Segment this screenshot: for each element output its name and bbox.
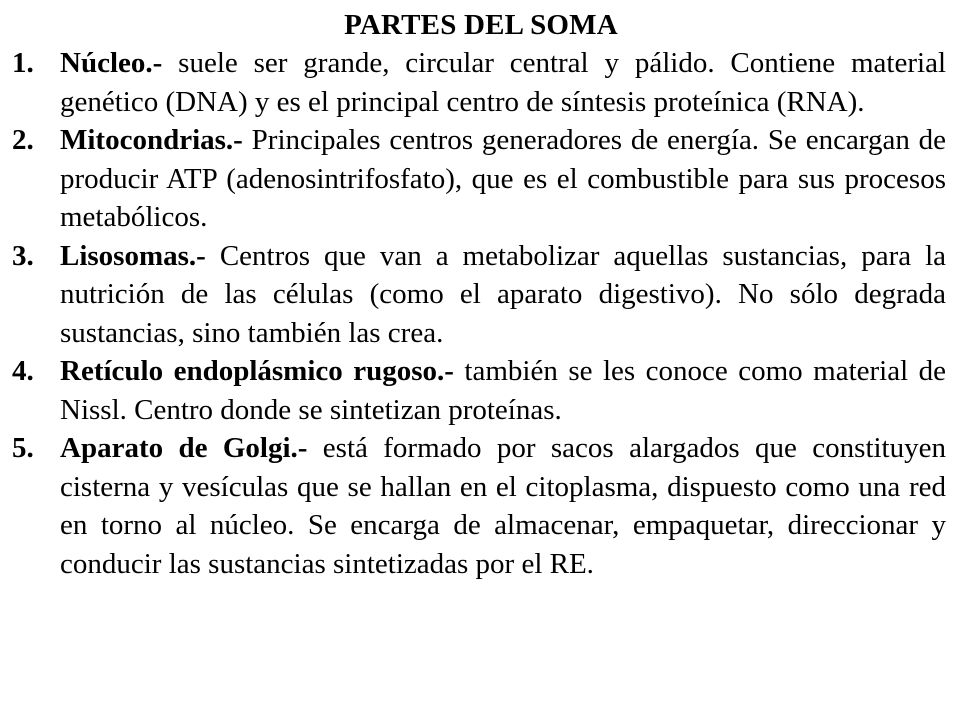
item-body xyxy=(60,352,950,429)
item-description: Principales centros generadores de energía. Se encargan de producir ATP (adenosintrifosfato), que es el combustible para sus procesos metabólicos. xyxy=(60,124,947,233)
item-number: 3. xyxy=(12,239,34,272)
item-number: 5. xyxy=(12,432,34,464)
item-body xyxy=(60,121,950,237)
item-body xyxy=(60,429,950,583)
list-item-reticulo xyxy=(12,352,950,429)
list-item-golgi xyxy=(12,429,950,583)
list-item-lisosomas xyxy=(12,237,950,353)
item-body xyxy=(60,237,950,353)
organelle-list xyxy=(12,44,950,583)
item-term: Aparato de Golgi.- xyxy=(60,432,308,464)
item-description: Centros que van a metabolizar aquellas sustancias, para la nutrición de las células (como el aparato digestivo). No sólo degrada sustancias, sino también las crea. xyxy=(60,239,946,349)
item-term: Núcleo.- xyxy=(60,47,163,79)
item-description: también se les conoce como material de Nissl. Centro donde se sintetizan proteínas. xyxy=(60,355,947,426)
list-item-mitocondrias xyxy=(12,121,950,237)
item-term: Retículo endoplásmico rugoso.- xyxy=(60,355,454,387)
item-description: está formado por sacos alargados que constituyen cisterna y vesículas que se hallan en el citoplasma, dispuesto como una red en torno al núcleo. Se encarga de almacenar, empaquetar, direccionar y conducir las sustancias sintetizadas por el RE. xyxy=(60,432,946,580)
item-number: 2. xyxy=(12,124,34,156)
slide-title: PARTES DEL SOMA xyxy=(344,9,618,41)
item-number: 4. xyxy=(12,355,34,387)
item-term: Lisosomas.- xyxy=(60,239,206,272)
item-term: Mitocondrias.- xyxy=(60,124,243,156)
item-number: 1. xyxy=(12,47,34,79)
item-description: suele ser grande, circular central y pálido. Contiene material genético (DNA) y es el principal centro de síntesis proteínica (RNA). xyxy=(60,47,947,118)
list-item-nucleo xyxy=(12,44,950,121)
item-body xyxy=(60,44,950,121)
